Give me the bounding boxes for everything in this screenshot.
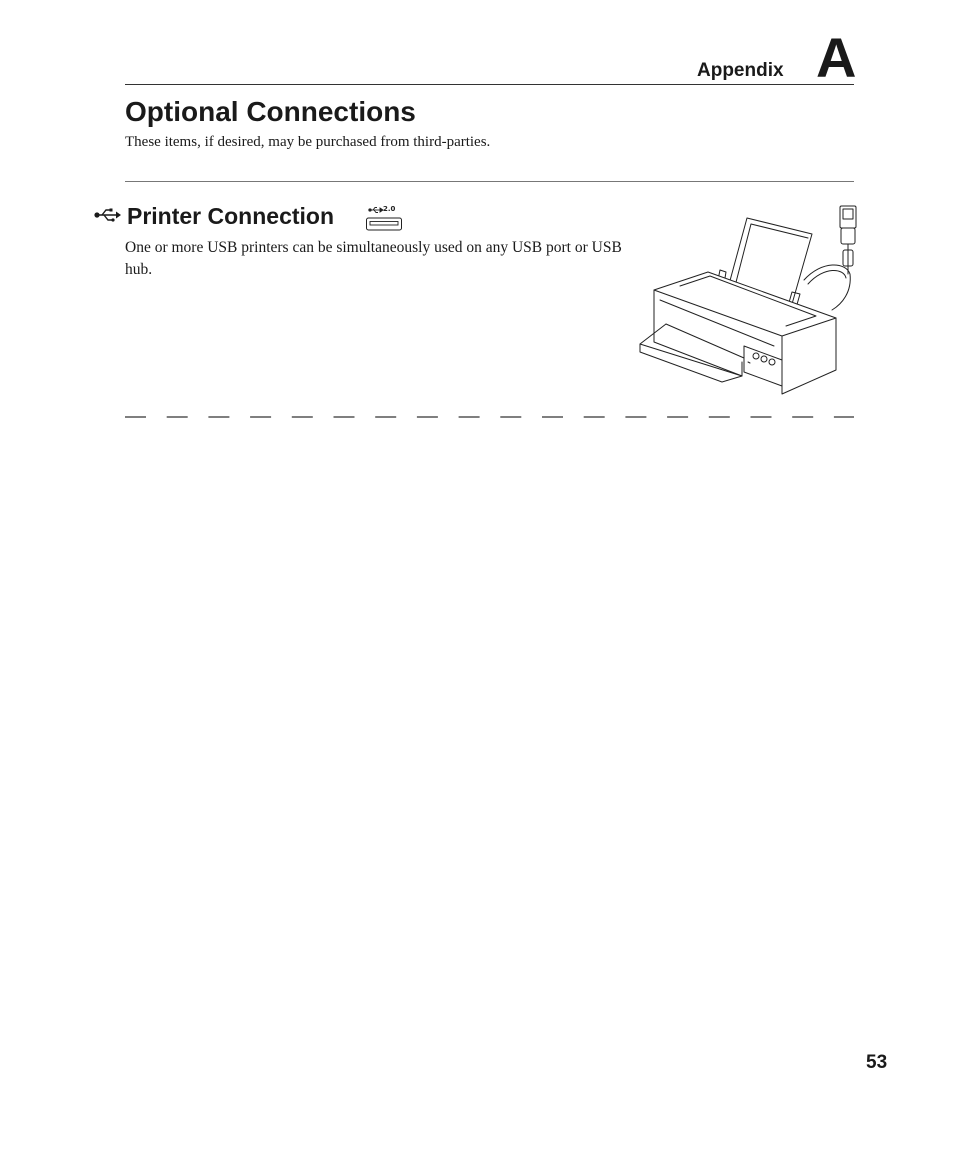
usb-trident-icon (94, 207, 122, 223)
header-divider (125, 84, 854, 85)
usb-printer-illustration (632, 200, 864, 400)
usb-version-label: 2.0 (383, 205, 396, 213)
page-number: 53 (866, 1052, 888, 1073)
section-divider (125, 181, 854, 182)
header-appendix-label: Appendix (697, 60, 784, 81)
section-title-printer-connection: Printer Connection (127, 203, 335, 229)
section-body-text: One or more USB printers can be simultaneously used on any USB port or USB hub. (125, 239, 622, 278)
intro-text: These items, if desired, may be purchased from third-parties. (125, 134, 491, 150)
page-title: Optional Connections (125, 96, 416, 127)
dashed-section-end-rule (125, 416, 854, 418)
header-appendix-letter: A (816, 26, 857, 89)
